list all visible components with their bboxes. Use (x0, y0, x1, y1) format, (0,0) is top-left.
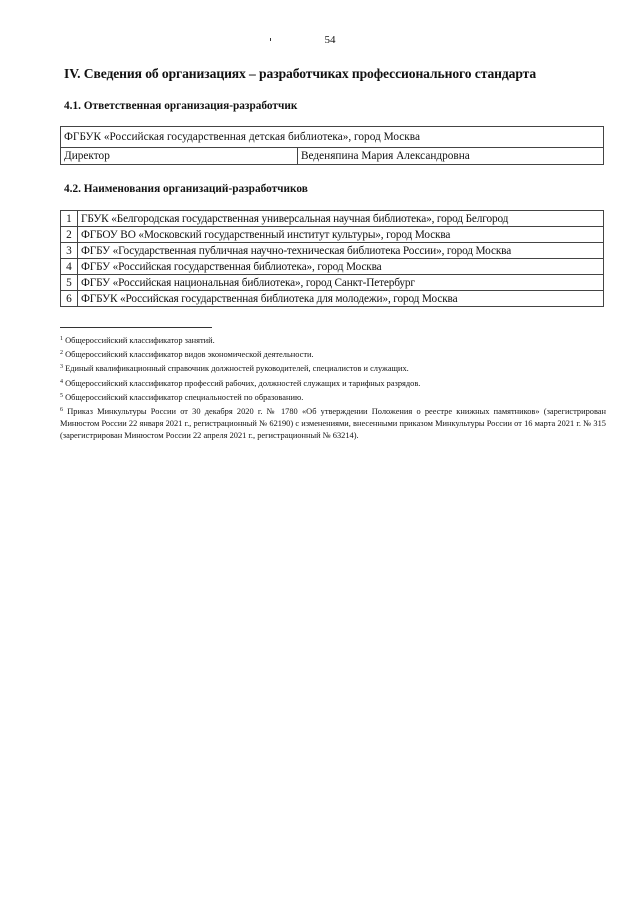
footnote-text: Общероссийский классификатор профессий рабочих, должностей служащих и тарифных разрядов. (65, 378, 421, 388)
footnote-mark: 3 (60, 364, 63, 371)
row-number: 2 (61, 227, 78, 243)
footnotes (60, 333, 606, 443)
organization-name: ФГБУ «Российская национальная библиотека», город Санкт-Петербург (78, 275, 604, 291)
responsible-director-row (61, 148, 604, 165)
organization-name: ФГБУК «Российская государственная библиотека для молодежи», город Москва (78, 291, 604, 307)
responsible-heading: 4.1. Ответственная организация-разработчик (64, 100, 298, 112)
organization-name: ФГБУ «Государственная публичная научно-техническая библиотека России», город Москва (78, 243, 604, 259)
page-number: 54 (324, 34, 336, 46)
scan-speck (270, 38, 271, 41)
table-row (61, 211, 604, 227)
director-position-cell: Директор (61, 148, 298, 165)
responsible-table (60, 126, 604, 165)
footnote-mark: 1 (60, 336, 63, 342)
organization-name: ГБУК «Белгородская государственная универсальная научная библиотека», город Белгород (78, 211, 604, 227)
footnote (60, 404, 606, 443)
footnote-text: Общероссийский классификатор видов экономической деятельности. (65, 350, 314, 360)
developers-table (60, 210, 604, 307)
organization-name: ФГБУ «Российская государственная библиотека», город Москва (78, 259, 604, 275)
footnote-text: Общероссийский классификатор занятий. (65, 336, 215, 345)
footnote-mark: 6 (60, 407, 63, 414)
row-number: 4 (61, 259, 78, 275)
footnote (60, 347, 606, 361)
footnote-mark: 4 (60, 378, 63, 385)
table-row (61, 227, 604, 243)
row-number: 1 (61, 211, 78, 227)
footnote (60, 390, 606, 404)
row-number: 3 (61, 243, 78, 259)
footnote-divider (60, 327, 212, 328)
table-row (61, 291, 604, 307)
director-name-cell: Веденяпина Мария Александровна (298, 148, 604, 165)
table-row (61, 259, 604, 275)
footnote-text: Единый квалификационный справочник должностей руководителей, специалистов и служащих. (65, 364, 409, 374)
footnote (60, 361, 606, 375)
row-number: 5 (61, 275, 78, 291)
table-row (61, 275, 604, 291)
footnote-text: Приказ Минкультуры России от 30 декабря 2020 г. № 1780 «Об утверждении Положения о реестре книжных памятников» (зарегистрирован Минюстом России 22 января 2021 г., регистрационный № 62190) с изменениями, внесенными приказом Минкультуры России от 16 марта 2021 г. № 315 (зарегистрирован Минюстом России 22 апреля 2021 г., регистрационный № 63214). (60, 407, 606, 441)
footnote-mark: 2 (60, 350, 63, 357)
section-title: IV. Сведения об организациях – разработчиках профессионального стандарта (64, 66, 537, 81)
responsible-org-cell: ФГБУК «Российская государственная детская библиотека», город Москва (61, 127, 604, 148)
footnote-mark: 5 (60, 392, 63, 399)
table-row (61, 243, 604, 259)
organization-name: ФГБОУ ВО «Московский государственный институт культуры», город Москва (78, 227, 604, 243)
developers-heading: 4.2. Наименования организаций-разработчиков (64, 183, 308, 195)
footnote (60, 376, 606, 390)
row-number: 6 (61, 291, 78, 307)
footnote-text: Общероссийский классификатор специальностей по образованию. (65, 392, 304, 402)
responsible-org-row (61, 127, 604, 148)
footnote (60, 333, 606, 347)
